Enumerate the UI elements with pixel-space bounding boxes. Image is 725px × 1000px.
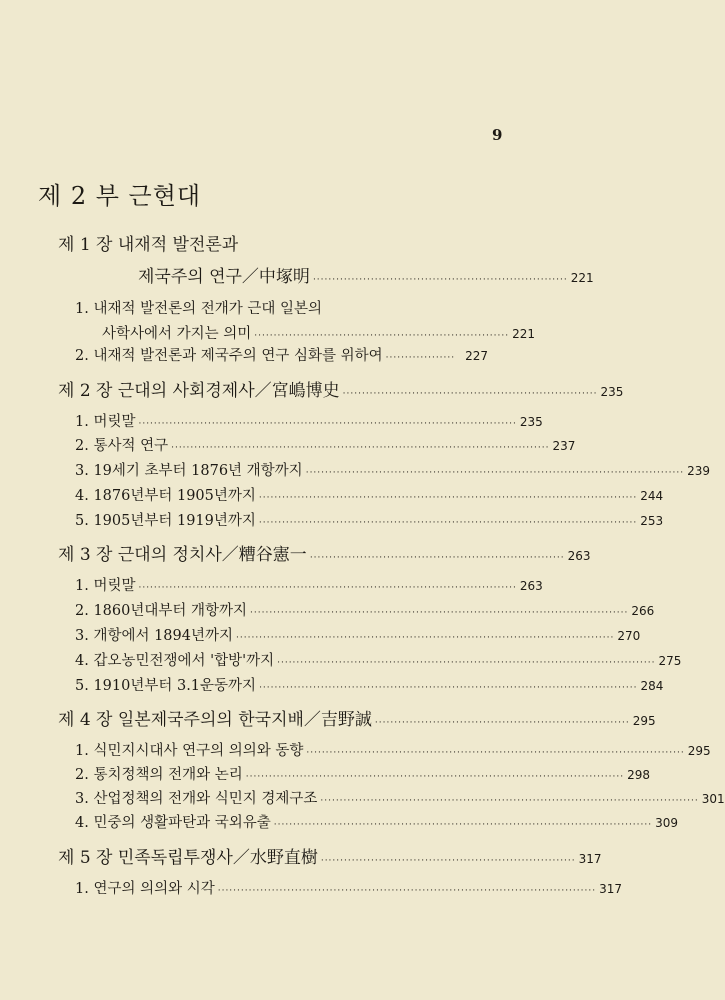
chapter-3-title: 제 3 장 근대의 정치사／糟谷憲一 [58, 545, 307, 565]
toc-entry-1-1-line2: 사학사에서 가지는 의미 [102, 326, 252, 342]
chapter-4-page: 295 [632, 714, 656, 728]
toc-entry-3-2-page: 266 [631, 604, 655, 618]
toc-entry-4-3-page: 301 [701, 792, 725, 806]
toc-entry-1-1 [102, 322, 536, 343]
dot-leader: ·································································· [342, 389, 598, 399]
chapter-1-row [138, 262, 594, 287]
chapter-1-title-cont: 제국주의 연구／中塚明 [138, 267, 310, 287]
toc-entry-4-2-label: 2. 통치정책의 전개와 논리 [75, 767, 243, 783]
toc-entry-1-2-label: 2. 내재적 발전론과 제국주의 연구 심화를 위하여 [75, 348, 383, 364]
dot-leader: ·································································································· [277, 658, 656, 668]
toc-entry-5-1-label: 1. 연구의 의의와 시각 [75, 881, 215, 897]
toc-entry-2-3-page: 239 [687, 464, 710, 478]
toc-entry-4-3 [75, 787, 725, 808]
toc-entry-3-1 [75, 574, 543, 595]
toc-entry-5-1 [75, 877, 622, 898]
chapter-3-row [58, 540, 591, 565]
dot-leader: ·································································································· [217, 886, 597, 896]
toc-entry-1-1-page: 221 [512, 327, 536, 341]
toc-entry-3-5-label: 5. 1910년부터 3.1운동까지 [75, 678, 257, 694]
chapter-2-page: 235 [600, 385, 624, 399]
dot-leader: ·································································································· [138, 419, 517, 429]
dot-leader: ·································································································· [320, 796, 699, 806]
toc-entry-3-1-label: 1. 머릿말 [75, 578, 136, 594]
dot-leader: ·································································································· [245, 772, 625, 782]
dot-leader: ·································································· [254, 331, 510, 341]
toc-entry-2-5 [75, 509, 664, 530]
toc-entry-4-4-label: 4. 민중의 생활파탄과 국외유출 [75, 815, 271, 831]
toc-entry-3-3-label: 3. 개항에서 1894년까지 [75, 628, 234, 644]
toc-entry-2-2 [75, 434, 576, 455]
toc-entry-4-1 [75, 739, 711, 760]
toc-entry-3-2 [75, 599, 655, 620]
dot-leader: ·································································································· [171, 443, 550, 453]
toc-entry-2-5-page: 253 [640, 514, 664, 528]
toc-entry-2-4 [75, 484, 664, 505]
toc-entry-2-2-page: 237 [552, 439, 576, 453]
dot-leader: ·································································· [309, 553, 565, 563]
toc-entry-4-4-page: 309 [655, 816, 679, 830]
chapter-5-page: 317 [578, 852, 602, 866]
dot-leader: ·································································································· [306, 748, 685, 758]
dot-leader: ·················· [385, 353, 456, 363]
dot-leader: ·································································································· [259, 683, 638, 693]
toc-entry-3-3 [75, 624, 641, 645]
toc-entry-4-2 [75, 763, 651, 784]
toc-entry-1-1-line1: 1. 내재적 발전론의 전개가 근대 일본의 [75, 301, 322, 317]
toc-entry-3-5 [75, 674, 664, 695]
dot-leader: ·································································································· [258, 518, 638, 528]
dot-leader: ·································································· [312, 275, 568, 285]
toc-entry-4-4 [75, 811, 679, 832]
chapter-2-row [58, 376, 624, 401]
toc-entry-3-4-page: 275 [658, 654, 682, 668]
toc-entry-2-4-page: 244 [640, 489, 664, 503]
dot-leader: ·································································································· [138, 583, 517, 593]
chapter-4-title: 제 4 장 일본제국주의의 한국지배／吉野誠 [58, 710, 372, 730]
toc-entry-3-5-page: 284 [640, 679, 664, 693]
chapter-2-title: 제 2 장 근대의 사회경제사／宮嶋博史 [58, 381, 340, 401]
toc-entry-2-3 [75, 459, 710, 480]
chapter-1-title: 제 1 장 내재적 발전론과 [58, 235, 239, 255]
page-number: 9 [492, 126, 503, 144]
chapter-1-page: 221 [570, 271, 594, 285]
toc-entry-3-1-page: 263 [519, 579, 543, 593]
dot-leader: ·································································································· [250, 608, 629, 618]
toc-entry-2-5-label: 5. 1905년부터 1919년까지 [75, 513, 256, 529]
toc-entry-4-2-page: 298 [627, 768, 651, 782]
chapter-5-title: 제 5 장 민족독립투쟁사／水野直樹 [58, 848, 318, 868]
dot-leader: ·································································································· [236, 633, 615, 643]
dot-leader: ·································································································· [273, 820, 653, 830]
dot-leader: ·································································· [374, 718, 630, 728]
dot-leader: ·································································································· [305, 468, 685, 478]
toc-entry-2-1-page: 235 [519, 415, 543, 429]
toc-entry-1-2 [75, 344, 488, 365]
toc-entry-2-1-label: 1. 머릿말 [75, 414, 136, 430]
toc-entry-4-3-label: 3. 산업정책의 전개와 식민지 경제구조 [75, 791, 318, 807]
chapter-4-row [58, 705, 656, 730]
toc-entry-4-1-label: 1. 식민지시대사 연구의 의의와 동향 [75, 743, 304, 759]
toc-entry-4-1-page: 295 [687, 744, 711, 758]
toc-entry-1-2-page: 227 [465, 349, 488, 363]
toc-entry-2-3-label: 3. 19세기 초부터 1876년 개항까지 [75, 463, 303, 479]
chapter-3-page: 263 [567, 549, 591, 563]
toc-entry-5-1-page: 317 [599, 882, 622, 896]
toc-entry-2-2-label: 2. 통사적 연구 [75, 438, 169, 454]
toc-entry-2-1 [75, 410, 543, 431]
dot-leader: ·································································· [320, 856, 576, 866]
toc-entry-3-2-label: 2. 1860년대부터 개항까지 [75, 603, 248, 619]
toc-entry-3-4-label: 4. 갑오농민전쟁에서 '합방'까지 [75, 653, 275, 669]
toc-entry-3-4 [75, 649, 682, 670]
toc-entry-2-4-label: 4. 1876년부터 1905년까지 [75, 488, 256, 504]
part-title: 제 2 부 근현대 [38, 182, 202, 210]
toc-entry-3-3-page: 270 [617, 629, 641, 643]
dot-leader: ·································································································· [258, 493, 638, 503]
chapter-5-row [58, 843, 602, 868]
